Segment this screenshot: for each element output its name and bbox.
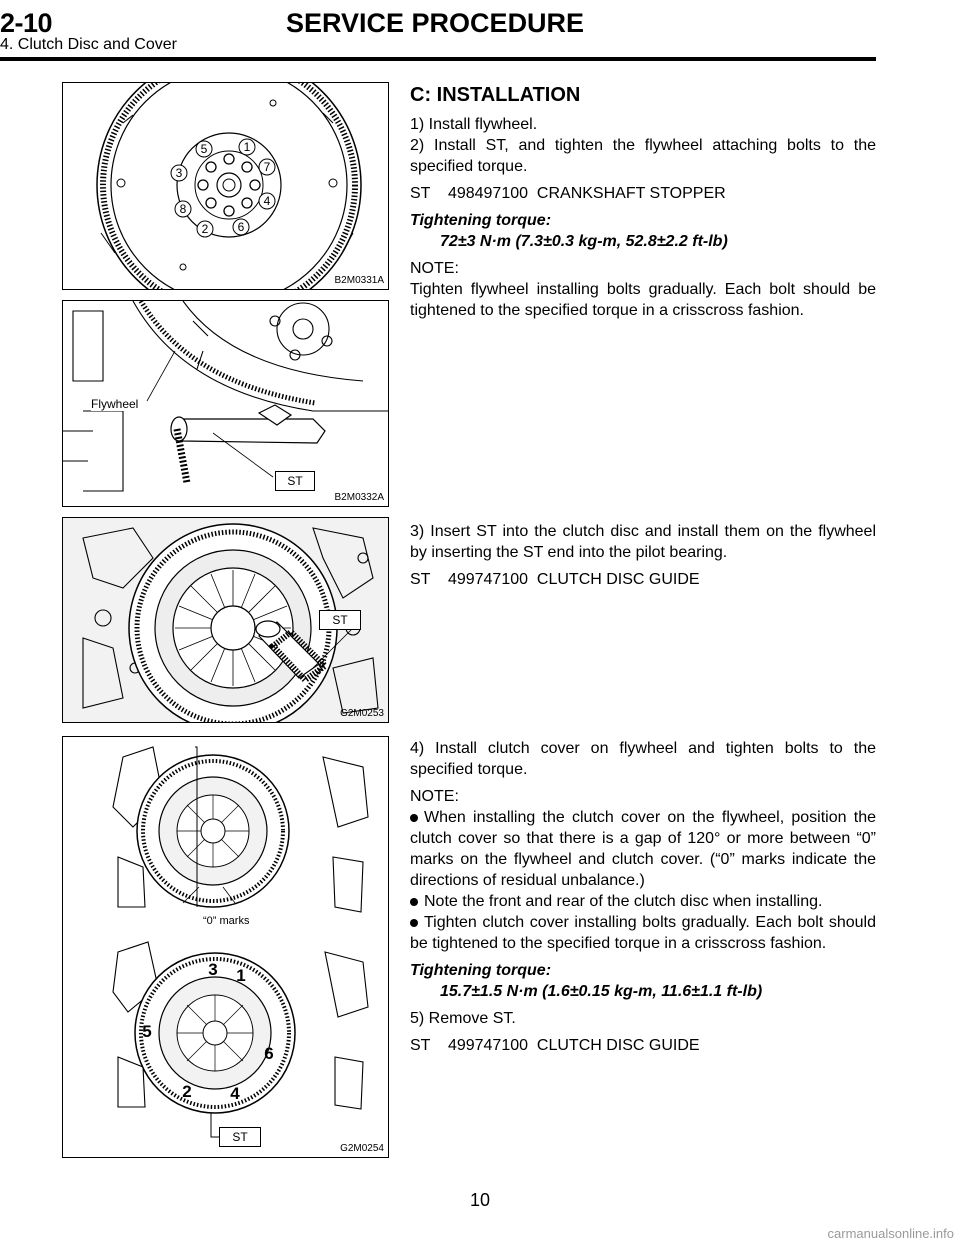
- clutch-cover-illustration: [63, 737, 388, 1157]
- figure-id: B2M0331A: [334, 275, 384, 286]
- bolt-number-7: 7: [263, 160, 271, 174]
- bullet-item-1: When installing the clutch cover on the flywheel, position the clutch cover so that there is a gap of 120° or more between “0” marks on the flywheel and clutch cover. (“0” marks indicate the directions of residual unbalance.): [410, 809, 876, 889]
- page-header: [0, 6, 960, 56]
- bullet-icon: [410, 814, 418, 822]
- installation-text-3: [410, 738, 876, 1062]
- step-5: 5) Remove ST.: [410, 1010, 516, 1027]
- cover-bolt-number-6: 6: [264, 1044, 274, 1063]
- cover-bolt-number-5: 5: [142, 1022, 152, 1041]
- note-label-2: NOTE:: [410, 788, 459, 805]
- bolt-number-6: 6: [237, 220, 245, 234]
- note-label-1: NOTE:: [410, 260, 459, 277]
- step-4: 4) Install clutch cover on flywheel and tighten bolts to the specified torque.: [410, 740, 876, 778]
- special-tool-2: ST 499747100 CLUTCH DISC GUIDE: [410, 571, 700, 588]
- figure-crankshaft-stopper: [62, 300, 389, 507]
- st-label-box: ST: [319, 610, 361, 630]
- page-number: 10: [469, 1190, 491, 1210]
- bolt-number-4: 4: [263, 194, 271, 208]
- bolt-number-2: 2: [201, 222, 209, 236]
- installation-text-1: [410, 85, 876, 327]
- special-tool-1: ST 498497100 CRANKSHAFT STOPPER: [410, 185, 726, 202]
- cover-bolt-number-4: 4: [230, 1084, 240, 1103]
- zero-marks-label: “0” marks: [203, 915, 250, 927]
- figure-clutch-disc-guide: [62, 517, 389, 723]
- subsection-title: 4. Clutch Disc and Cover: [0, 36, 177, 53]
- section-heading: C: INSTALLATION: [410, 84, 581, 106]
- section-number: 2-10: [0, 8, 53, 38]
- step-2: 2) Install ST, and tighten the flywheel attaching bolts to the specified torque.: [410, 137, 876, 175]
- torque-label-1: Tightening torque:: [410, 212, 552, 229]
- step-1: 1) Install flywheel.: [410, 116, 538, 133]
- st-label-box: ST: [275, 471, 315, 491]
- bolt-number-3: 3: [175, 166, 183, 180]
- note-1: Tighten flywheel installing bolts gradually. Each bolt should be tightened to the specified torque in a crisscross fashion.: [410, 281, 876, 319]
- step-3: 3) Insert ST into the clutch disc and install them on the flywheel by inserting the ST end into the pilot bearing.: [410, 523, 876, 561]
- flywheel-label: Flywheel: [91, 397, 139, 411]
- installation-text-2: [410, 521, 876, 596]
- flywheel-illustration: [63, 83, 388, 289]
- figure-flywheel-bolt-order: [62, 82, 389, 290]
- torque-value-1: 72±3 N·m (7.3±0.3 kg-m, 52.8±2.2 ft-lb): [440, 233, 728, 250]
- bolt-number-1: 1: [243, 140, 251, 154]
- cover-bolt-number-2: 2: [182, 1082, 192, 1101]
- page-title: SERVICE PROCEDURE: [286, 8, 585, 38]
- special-tool-3: ST 499747100 CLUTCH DISC GUIDE: [410, 1037, 700, 1054]
- bullet-icon: [410, 898, 418, 906]
- figure-clutch-cover: [62, 736, 389, 1158]
- header-rule: [0, 57, 876, 61]
- watermark: carmanualsonline.info: [827, 1226, 954, 1241]
- figure-id: G2M0253: [340, 708, 384, 719]
- figure-id: B2M0332A: [334, 492, 384, 503]
- bullet-item-2: Note the front and rear of the clutch disc when installing.: [410, 891, 876, 912]
- torque-label-2: Tightening torque:: [410, 962, 552, 979]
- torque-value-2: 15.7±1.5 N·m (1.6±0.15 kg-m, 11.6±1.1 ft-lb): [440, 983, 763, 1000]
- bullet-item-3: Tighten clutch cover installing bolts gradually. Each bolt should be tightened to the specified torque in a crisscross fashion.: [410, 914, 876, 952]
- bolt-number-5: 5: [200, 142, 208, 156]
- cover-bolt-number-3: 3: [208, 960, 218, 979]
- cover-bolt-number-1: 1: [236, 966, 246, 985]
- st-label-box: ST: [219, 1127, 261, 1147]
- bullet-icon: [410, 919, 418, 927]
- bolt-number-8: 8: [179, 202, 187, 216]
- figure-id: G2M0254: [340, 1143, 384, 1154]
